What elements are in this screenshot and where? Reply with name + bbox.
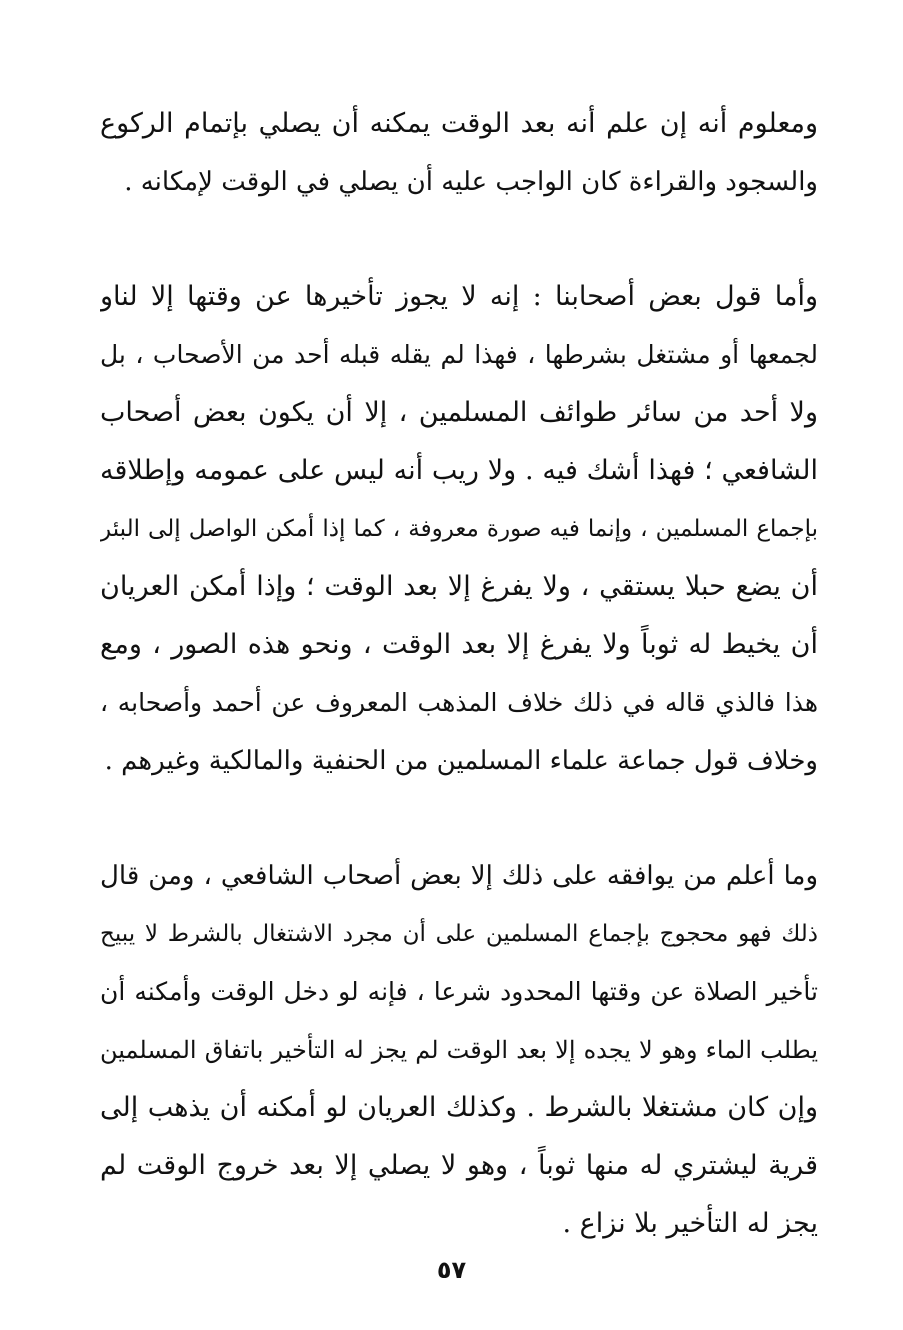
text-line: وإن كان مشتغلا بالشرط . وكذلك العريان لو أمكنه أن يذهب إلى (100, 1092, 818, 1123)
text-line: ذلك فهو محجوج بإجماع المسلمين على أن مجرد الاشتغال بالشرط لا يبيح (100, 921, 818, 947)
text-line: وما أعلم من يوافقه على ذلك إلا بعض أصحاب الشافعي ، ومن قال (100, 861, 818, 891)
paragraph-2 (100, 268, 818, 790)
text-line: يجز له التأخير بلا نزاع . (562, 1208, 818, 1239)
text-line: ولا أحد من سائر طوائف المسلمين ، إلا أن يكون بعض أصحاب (100, 397, 818, 428)
text-line: لجمعها أو مشتغل بشرطها ، فهذا لم يقله قبله أحد من الأصحاب ، بل (100, 340, 818, 369)
text-line: وخلاف قول جماعة علماء المسلمين من الحنفية والمالكية وغيرهم . (104, 746, 818, 776)
page-number: ٥٧ (436, 1256, 467, 1284)
text-line: ومعلوم أنه إن علم أنه بعد الوقت يمكنه أن يصلي بإتمام الركوع (100, 108, 818, 139)
text-line: قرية ليشتري له منها ثوباً ، وهو لا يصلي إلا بعد خروج الوقت لم (100, 1150, 818, 1181)
text-line: أن يخيط له ثوباً ولا يفرغ إلا بعد الوقت ، ونحو هذه الصور ، ومع (100, 629, 818, 660)
text-line: يطلب الماء وهو لا يجده إلا بعد الوقت لم يجز له التأخير باتفاق المسلمين (100, 1036, 818, 1064)
text-line: هذا فالذي قاله في ذلك خلاف المذهب المعروف عن أحمد وأصحابه ، (100, 688, 818, 717)
paragraph-3 (100, 847, 818, 1253)
page-body (100, 95, 818, 1253)
text-line: بإجماع المسلمين ، وإنما فيه صورة معروفة ، كما إذا أمكن الواصل إلى البئر (100, 516, 818, 542)
text-line: الشافعي ؛ فهذا أشك فيه . ولا ريب أنه ليس على عمومه وإطلاقه (100, 455, 818, 486)
text-line: والسجود والقراءة كان الواجب عليه أن يصلي في الوقت لإمكانه . (124, 167, 818, 197)
text-line: أن يضع حبلا يستقي ، ولا يفرغ إلا بعد الوقت ؛ وإذا أمكن العريان (100, 571, 818, 602)
text-line: وأما قول بعض أصحابنا : إنه لا يجوز تأخيرها عن وقتها إلا لناو (100, 281, 818, 312)
text-line: تأخير الصلاة عن وقتها المحدود شرعا ، فإنه لو دخل الوقت وأمكنه أن (100, 977, 818, 1006)
paragraph-1 (100, 95, 818, 211)
